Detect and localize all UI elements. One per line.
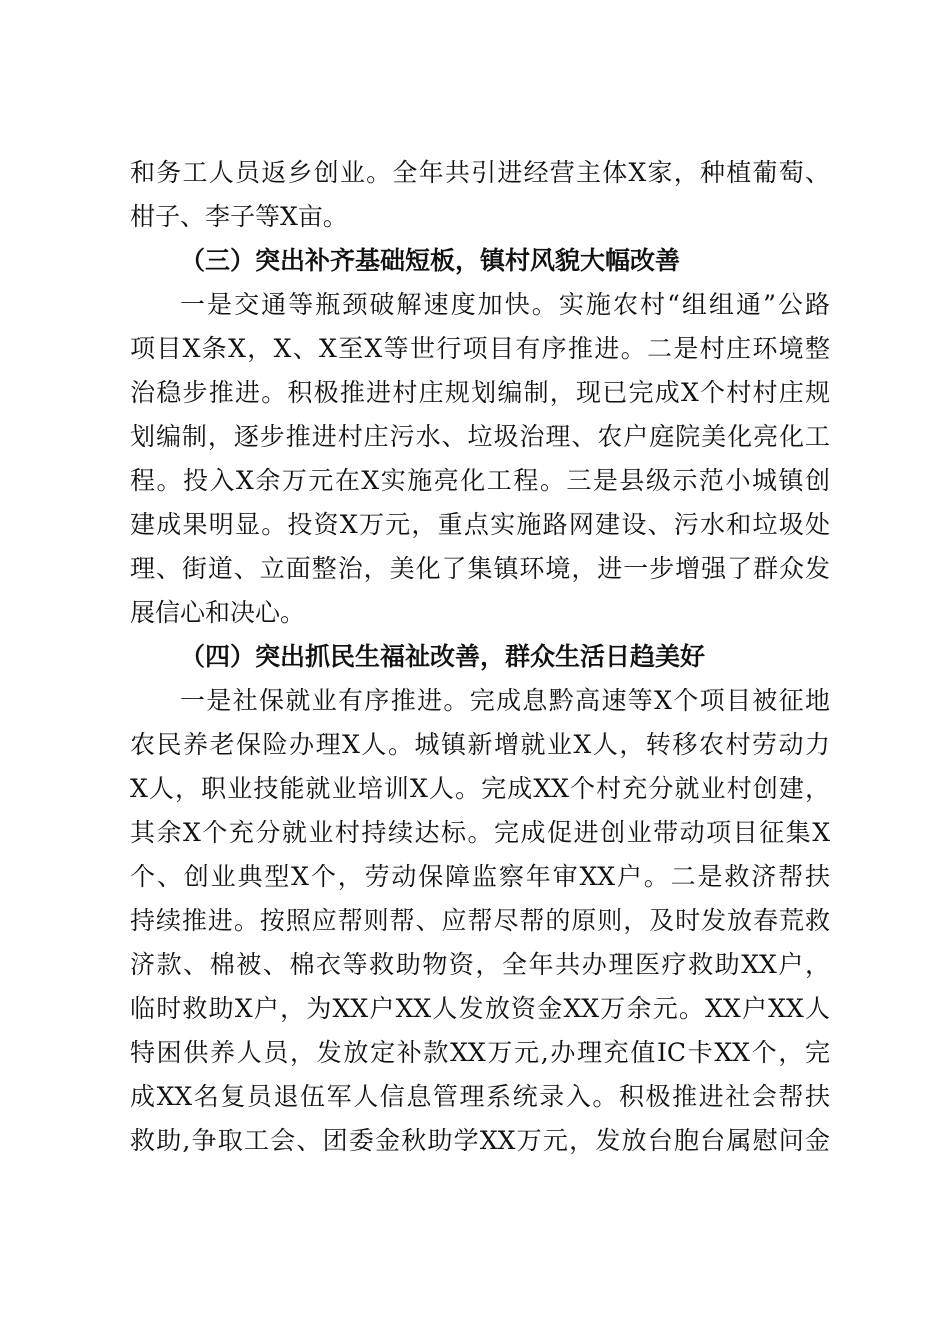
body-line: 展信心和决心。 <box>130 598 306 627</box>
body-line: 农民养老保险办理X人。城镇新增就业X人，转移农村劳动力 <box>130 730 830 759</box>
section-heading-3: （三）突出补齐基础短板，镇村风貌大幅改善 <box>180 246 681 275</box>
body-line: 建成果明显。投资X万元，重点实施路网建设、污水和垃圾处 <box>130 510 830 539</box>
body-line: X人，职业技能就业培训X人。完成XX个村充分就业村创建， <box>130 774 830 803</box>
section-heading-4: （四）突出抓民生福祉改善，群众生活日趋美好 <box>180 642 706 671</box>
body-line: 和务工人员返乡创业。全年共引进经营主体X家，种植葡萄、 <box>130 158 830 187</box>
body-line: 成XX名复员退伍军人信息管理系统录入。积极推进社会帮扶 <box>130 1082 830 1111</box>
body-line: 临时救助X户，为XX户XX人发放资金XX万余元。XX户XX人 <box>130 994 830 1023</box>
body-line: 个、创业典型X个，劳动保障监察年审XX户。二是救济帮扶 <box>130 862 830 891</box>
body-line: 一是交通等瓶颈破解速度加快。实施农村“组组通”公路 <box>180 290 830 319</box>
body-line: 其余X个充分就业村持续达标。完成促进创业带动项目征集X <box>130 818 830 847</box>
body-line: 理、街道、立面整治，美化了集镇环境，进一步增强了群众发 <box>130 554 830 583</box>
body-line: 柑子、李子等X亩。 <box>130 202 348 231</box>
body-line: 持续推进。按照应帮则帮、应帮尽帮的原则，及时发放春荒救 <box>130 906 830 935</box>
body-line: 一是社保就业有序推进。完成息黔高速等X个项目被征地 <box>180 686 830 715</box>
body-line: 项目X条X，X、X至X等世行项目有序推进。二是村庄环境整 <box>130 334 830 363</box>
body-line: 程。投入X余万元在X实施亮化工程。三是县级示范小城镇创 <box>130 466 830 495</box>
body-line: 划编制，逐步推进村庄污水、垃圾治理、农户庭院美化亮化工 <box>130 422 830 451</box>
body-line: 治稳步推进。积极推进村庄规划编制，现已完成X个村村庄规 <box>130 378 830 407</box>
body-line: 济款、棉被、棉衣等救助物资，全年共办理医疗救助XX户， <box>130 950 830 979</box>
body-line: 特困供养人员，发放定补款XX万元,办理充值IC卡XX个，完 <box>130 1038 830 1067</box>
body-line: 救助,争取工会、团委金秋助学XX万元，发放台胞台属慰问金 <box>130 1126 830 1155</box>
